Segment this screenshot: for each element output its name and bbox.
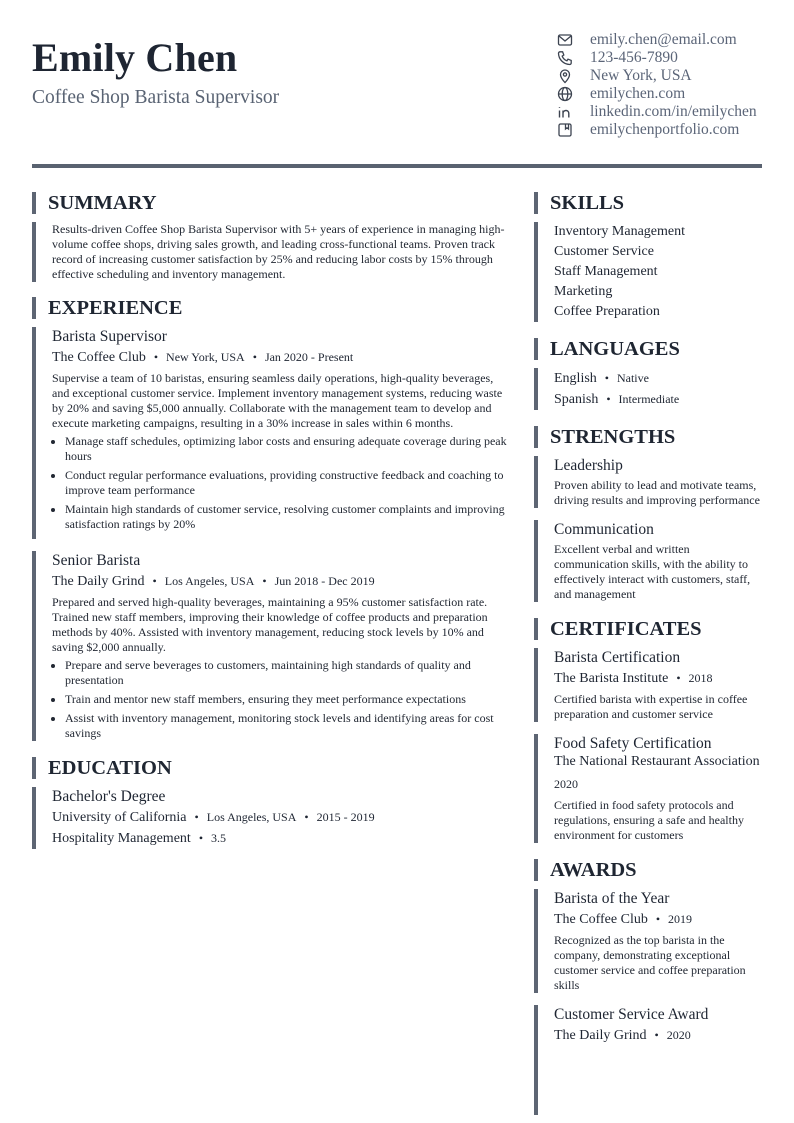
job-entry	[32, 551, 510, 741]
candidate-title: Coffee Shop Barista Supervisor	[32, 87, 280, 108]
right-column	[534, 192, 762, 1115]
language-level: Native	[616, 371, 649, 385]
resume-header	[32, 0, 762, 167]
certificates-section	[534, 618, 762, 843]
strengths-heading: STRENGTHS	[534, 426, 762, 448]
resume-page	[32, 0, 762, 1043]
certificate-issuer: The Barista Institute	[554, 671, 669, 686]
job-bullets	[52, 658, 510, 741]
separator-dot: •	[604, 371, 609, 385]
skill-item: Marketing	[554, 284, 613, 299]
contact-portfolio-text: emilychenportfolio.com	[590, 121, 740, 138]
list-item: • Train and mentor new staff members, ensuring they meet performance expectations	[65, 692, 510, 707]
summary-section	[32, 192, 510, 282]
separator-dot: •	[655, 912, 661, 926]
job-meta	[52, 571, 510, 592]
contact-email-text: emily.chen@email.com	[590, 31, 737, 48]
skill-item: Inventory Management	[554, 224, 686, 239]
skills-heading: SKILLS	[534, 192, 762, 214]
header-divider	[32, 164, 762, 168]
list-item: • Conduct regular performance evaluations, providing constructive feedback and coaching to improve team performance	[65, 468, 510, 498]
location-icon	[557, 68, 573, 84]
skills-section	[534, 192, 762, 322]
certificate-year-text: 2020	[554, 777, 578, 791]
summary-heading: SUMMARY	[32, 192, 510, 214]
skills-list	[534, 222, 762, 322]
award-entry	[534, 1005, 762, 1115]
job-role: Senior Barista	[52, 552, 141, 569]
language-item	[554, 389, 762, 410]
languages-list	[534, 368, 762, 410]
separator-dot: •	[153, 350, 159, 364]
certificate-issuer: The National Restaurant Association	[554, 754, 760, 769]
language-item	[554, 368, 762, 389]
certificate-text: Certified in food safety protocols and regulations, ensuring a safe and healthy environment for customers	[554, 798, 744, 842]
award-year: 2020	[666, 1028, 691, 1042]
separator-dot: •	[152, 574, 157, 588]
award-meta	[554, 1025, 762, 1046]
globe-icon	[557, 86, 573, 102]
education-field: Hospitality Management	[52, 831, 191, 846]
job-company: The Daily Grind	[52, 574, 145, 589]
award-year: 2019	[668, 912, 693, 926]
contact-linkedin[interactable]	[557, 103, 767, 121]
separator-dot: •	[194, 810, 199, 824]
strength-text: Excellent verbal and written communication skills, with the ability to effectively interact with customers, staff, and management	[554, 542, 751, 601]
job-role: Barista Supervisor	[52, 328, 167, 345]
education-field-row	[52, 828, 510, 849]
summary-text: Results-driven Coffee Shop Barista Supervisor with 5+ years of experience in managing high-volume coffee shops, driving sales growth, and leading cross-functional teams. Proven track record of increasing customer satisfaction by 25% and reducing labor costs by 15% through effective scheduling and inventory management.	[52, 222, 505, 281]
candidate-name: Emily Chen	[32, 35, 238, 80]
linkedin-icon	[557, 104, 573, 120]
contact-website-text: emilychen.com	[590, 85, 686, 102]
awards-section	[534, 859, 762, 1115]
contact-website[interactable]	[557, 85, 767, 103]
certificate-meta	[554, 668, 762, 689]
left-column	[32, 192, 510, 849]
separator-dot: •	[676, 671, 681, 685]
contact-list	[557, 31, 767, 139]
contact-phone[interactable]	[557, 49, 767, 67]
certificate-year	[554, 774, 762, 795]
skill-item: Coffee Preparation	[554, 304, 660, 319]
awards-heading: AWARDS	[534, 859, 762, 881]
experience-section	[32, 297, 510, 741]
list-item: • Assist with inventory management, monitoring stock levels and identifying areas for cost savings	[65, 711, 510, 741]
languages-section	[534, 338, 762, 410]
education-school: University of California	[52, 810, 187, 825]
certificate-text: Certified barista with expertise in coffee preparation and customer service	[554, 692, 748, 721]
education-meta	[52, 807, 510, 828]
education-section	[32, 757, 510, 849]
contact-portfolio[interactable]	[557, 121, 767, 139]
language-name: English	[554, 371, 597, 386]
certificate-year: 2018	[688, 671, 713, 685]
separator-dot: •	[262, 574, 267, 588]
contact-location	[557, 67, 767, 85]
award-title: Customer Service Award	[554, 1006, 709, 1023]
contact-email[interactable]	[557, 31, 767, 49]
job-company: The Coffee Club	[52, 350, 146, 365]
certificate-title: Barista Certification	[554, 649, 681, 666]
languages-heading: LANGUAGES	[534, 338, 762, 360]
education-heading: EDUCATION	[32, 757, 510, 779]
experience-heading: EXPERIENCE	[32, 297, 510, 319]
job-location: New York, USA	[166, 350, 245, 364]
strength-entry	[534, 520, 762, 602]
contact-location-text: New York, USA	[590, 67, 692, 84]
award-title: Barista of the Year	[554, 890, 670, 907]
separator-dot: •	[654, 1028, 659, 1042]
separator-dot: •	[252, 350, 257, 364]
language-name: Spanish	[554, 392, 599, 407]
list-item: • Prepare and serve beverages to customers, maintaining high standards of quality and presentation	[65, 658, 510, 688]
job-meta	[52, 347, 510, 368]
job-description: Supervise a team of 10 baristas, ensuring seamless daily operations, high-quality beverages, and exceptional customer service. Implement inventory management systems, reducing waste by 20% and saving $5,000 annually. Collaborate with the management team to develop and execute marketing campaigns, resulting in a 30% increase in sales within 6 months.	[52, 371, 503, 430]
phone-icon	[557, 50, 573, 66]
job-location: Los Angeles, USA	[164, 574, 255, 588]
strength-entry	[534, 456, 762, 508]
list-item: • Maintain high standards of customer service, resolving customer complaints and improving satisfaction ratings by 20%	[65, 502, 510, 532]
contact-linkedin-text: linkedin.com/in/emilychen	[590, 103, 757, 120]
job-entry	[32, 327, 510, 539]
award-entry	[534, 889, 762, 993]
email-icon	[557, 32, 573, 48]
award-issuer: The Coffee Club	[554, 912, 648, 927]
contact-phone-text: 123-456-7890	[590, 49, 678, 66]
award-text: Recognized as the top barista in the company, demonstrating exceptional customer service and coffee preparation skills	[554, 933, 746, 992]
separator-dot: •	[304, 810, 309, 824]
education-entry	[32, 787, 510, 849]
education-location: Los Angeles, USA	[206, 810, 297, 824]
strength-title: Communication	[554, 521, 654, 538]
certificate-entry	[534, 648, 762, 722]
job-dates: Jan 2020 - Present	[264, 350, 354, 364]
strength-text: Proven ability to lead and motivate teams, driving results and improving performance	[554, 478, 760, 507]
skill-item: Staff Management	[554, 264, 658, 279]
summary-block	[32, 222, 510, 282]
certificates-heading: CERTIFICATES	[534, 618, 762, 640]
portfolio-icon	[557, 122, 573, 138]
language-level: Intermediate	[618, 392, 680, 406]
certificate-title: Food Safety Certification	[554, 735, 712, 752]
job-description: Prepared and served high-quality beverages, maintaining a 95% customer satisfaction rate. Trained new staff members, improving their knowledge of coffee products and preparation methods by 40%. Assisted with inventory management, reducing stock levels by 10% and saving $2,000 annually.	[52, 595, 488, 654]
education-gpa: 3.5	[211, 831, 227, 845]
job-dates: Jun 2018 - Dec 2019	[274, 574, 375, 588]
job-bullets	[52, 434, 510, 532]
education-dates: 2015 - 2019	[316, 810, 375, 824]
certificate-entry	[534, 734, 762, 843]
strength-title: Leadership	[554, 457, 623, 474]
award-issuer: The Daily Grind	[554, 1028, 647, 1043]
separator-dot: •	[198, 831, 204, 845]
list-item: • Manage staff schedules, optimizing labor costs and ensuring adequate coverage during peak hours	[65, 434, 510, 464]
strengths-section	[534, 426, 762, 602]
skill-item: Customer Service	[554, 244, 654, 259]
separator-dot: •	[606, 392, 611, 406]
award-meta	[554, 909, 762, 930]
education-degree: Bachelor's Degree	[52, 788, 166, 805]
